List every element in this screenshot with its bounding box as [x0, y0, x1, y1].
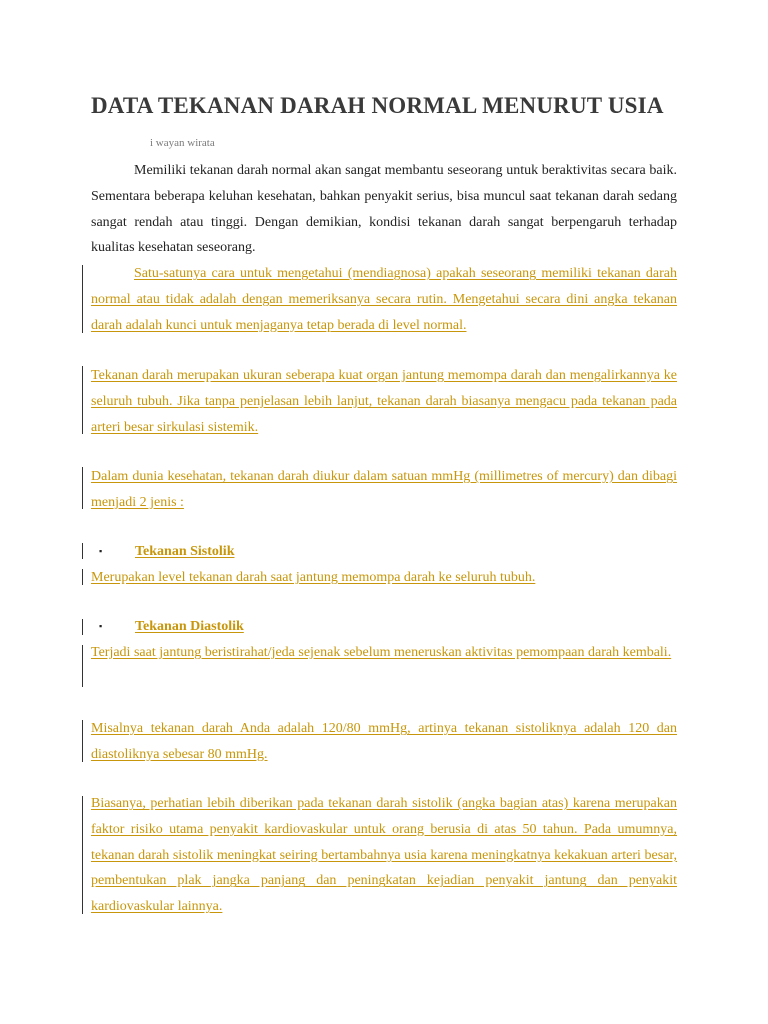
tracked-paragraph-diagnosis: Satu-satunya cara untuk mengetahui (mendiagnosa) apakah seseorang memiliki tekanan darah normal atau tidak adalah dengan memeriksanya secara rutin. Mengetahui secara dini angka tekanan darah adalah kunci untuk menjaganya tetap berada di level normal.	[91, 266, 677, 333]
sistolik-description: Merupakan level tekanan darah saat jantung memompa darah ke seluruh tubuh.	[91, 570, 536, 585]
bullet-item-diastolik	[91, 614, 677, 640]
author-name: i wayan wirata	[150, 137, 215, 149]
tracked-paragraph-example: Misalnya tekanan darah Anda adalah 120/80 mmHg, artinya tekanan sistoliknya adalah 120 dan diastoliknya sebesar 80 mmHg.	[91, 721, 677, 762]
change-bar	[82, 265, 83, 333]
change-bar	[82, 720, 83, 762]
change-bar	[82, 796, 83, 914]
change-bar	[82, 619, 83, 635]
change-bar	[82, 467, 83, 509]
tracked-paragraph-risk: Biasanya, perhatian lebih diberikan pada tekanan darah sistolik (angka bagian atas) karena merupakan faktor risiko utama penyakit kardiovaskular untuk orang berusia di atas 50 tahun. Pada umumnya, tekanan darah sistolik meningkat seiring bertambahnya usia karena meningkatnya kekakuan arteri besar, pembentukan plak jangka panjang dan peningkatan kejadian penyakit jantung dan penyakit kardiovaskular lainnya.	[91, 796, 677, 915]
bullet-heading: Tekanan Sistolik	[135, 544, 235, 559]
change-bar	[82, 543, 83, 559]
change-bar	[82, 569, 83, 585]
tracked-paragraph-measurement: Dalam dunia kesehatan, tekanan darah diukur dalam satuan mmHg (millimetres of mercury) dan dibagi menjadi 2 jenis :	[91, 469, 677, 510]
tracked-paragraph-definition: Tekanan darah merupakan ukuran seberapa kuat organ jantung memompa darah dan mengalirkannya ke seluruh tubuh. Jika tanpa penjelasan lebih lanjut, tekanan darah biasanya mengacu pada tekanan pada arteri besar sirkulasi sistemik.	[91, 368, 677, 435]
square-bullet-icon: ▪	[99, 546, 103, 556]
diastolik-description: Terjadi saat jantung beristirahat/jeda sejenak sebelum meneruskan aktivitas pemompaan darah kembali.	[91, 645, 672, 660]
change-bar	[82, 645, 83, 687]
document-title: DATA TEKANAN DARAH NORMAL MENURUT USIA	[91, 93, 664, 118]
change-bar	[82, 366, 83, 434]
intro-paragraph: Memiliki tekanan darah normal akan sangat membantu seseorang untuk beraktivitas secara baik. Sementara beberapa keluhan kesehatan, bahkan penyakit serius, bisa muncul saat tekanan darah sedang sangat rendah atau tinggi. Dengan demikian, kondisi tekanan darah sangat berpengaruh terhadap kualitas kesehatan seseorang.	[91, 163, 677, 256]
square-bullet-icon: ▪	[99, 621, 103, 631]
bullet-heading: Tekanan Diastolik	[135, 619, 244, 634]
bullet-item-sistolik	[91, 539, 677, 565]
